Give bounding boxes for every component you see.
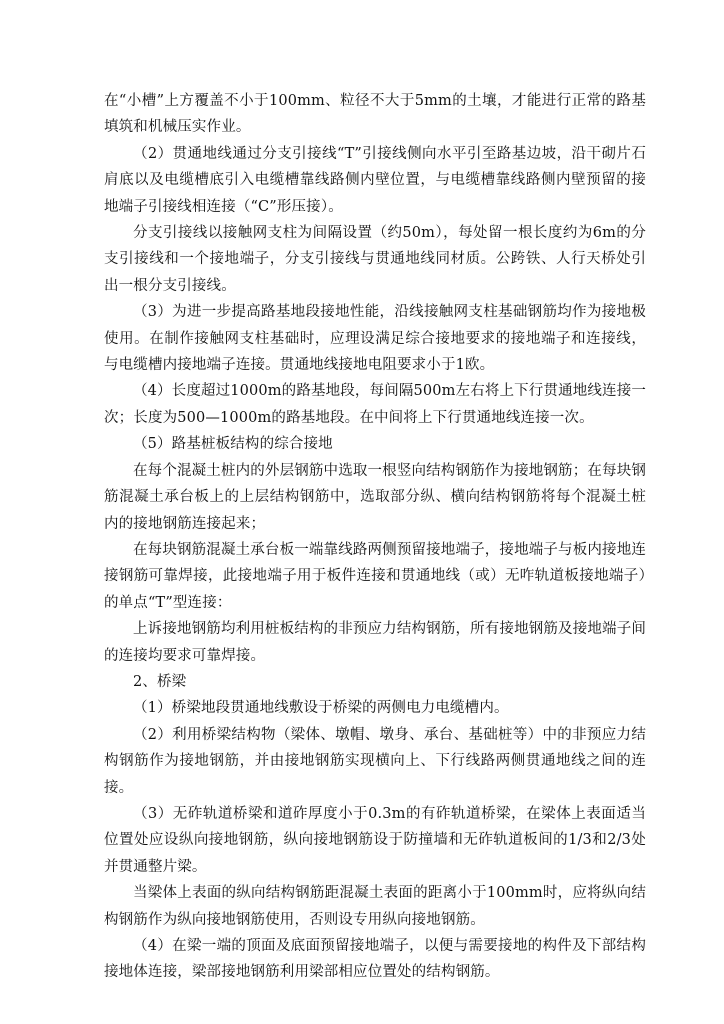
paragraph-14: 当梁体上表面的纵向结构钢筋距混凝土表面的距离小于100mm时，应将纵向结构钢筋作为纵向接地钢筋使用，否则设专用纵向接地钢筋。: [104, 885, 646, 928]
paragraph-15: （4）在梁一端的顶面及底面预留接地端子，以便与需要接地的构件及下部结构接地体连接，梁部接地钢筋利用梁部相应位置处的结构钢筋。: [104, 938, 646, 981]
section-heading-bridge: 2、桥梁: [133, 673, 187, 690]
paragraph-8: 在每块钢筋混凝土承台板一端靠线路两侧预留接地端子，接地端子与板内接地连接钢筋可靠焊接，此接地端子用于板件连接和贯通地线（或）无咋轨道板接地端子）的单点“T”型连接：: [104, 541, 646, 611]
paragraph-11: （1）桥梁地段贯通地线敷设于桥梁的两侧电力电缆槽内。: [133, 700, 509, 717]
paragraph-13: （3）无砟轨道桥梁和道砟厚度小于0.3m的有砟轨道桥梁，在梁体上表面适当位置处应设纵向接地钢筋，纵向接地钢筋设于防撞墙和无砟轨道板间的1/3和2/3处并贯通整片梁。: [104, 805, 646, 875]
paragraph-4: （3）为进一步提高路基地段接地性能，沿线接触网支柱基础钢筋均作为接地极使用。在制作接触网支柱基础时，应理设满足综合接地要求的接地端子和连接线，与电缆槽内接地端子连接。贯通地线接地电阻要求小于1欧。: [104, 304, 646, 374]
paragraph-9: 上诉接地钢筋均利用桩板结构的非预应力结构钢筋，所有接地钢筋及接地端子间的连接均要求可靠焊接。: [104, 621, 646, 664]
paragraph-5: （4）长度超过1000m的路基地段，每间隔500m左右将上下行贯通地线连接一次；长度为500—1000m的路基地段。在中间将上下行贯通地线连接一次。: [104, 383, 646, 426]
section-heading-pile-slab: （5）路基桩板结构的综合接地: [133, 436, 333, 453]
paragraph-3: 分支引接线以接触网支柱为间隔设置（约50m），每处留一根长度约为6m的分支引接线和一个接地端子，分支引接线与贯通地线同材质。公跨铁、人行天桥处引出一根分支引接线。: [104, 225, 646, 294]
paragraph-7: 在每个混凝土桩内的外层钢筋中选取一根竖向结构钢筋作为接地钢筋；在每块钢筋混凝土承台板上的上层结构钢筋中，选取部分纵、横向结构钢筋将每个混凝土桩内的接地钢筋连接起来；: [104, 462, 646, 532]
document-page: [104, 88, 646, 986]
paragraph-12: （2）利用桥梁结构物（梁体、墩帽、墩身、承台、基础桩等）中的非预应力结构钢筋作为接地钢筋，并由接地钢筋实现横向上、下行线路两侧贯通地线之间的连接。: [104, 726, 646, 796]
paragraph-2: （2）贯通地线通过分支引接线“T”引接线侧向水平引至路基边坡，沿干砌片石肩底以及电缆槽底引入电缆槽靠线路侧内壁位置，与电缆槽靠线路侧内壁预留的接地端子引接线相连接（“C”形压接）。: [104, 145, 646, 215]
paragraph-1: 在“小槽”上方覆盖不小于100mm、粒径不大于5mm的土壤，才能进行正常的路基填筑和机械压实作业。: [104, 93, 646, 136]
